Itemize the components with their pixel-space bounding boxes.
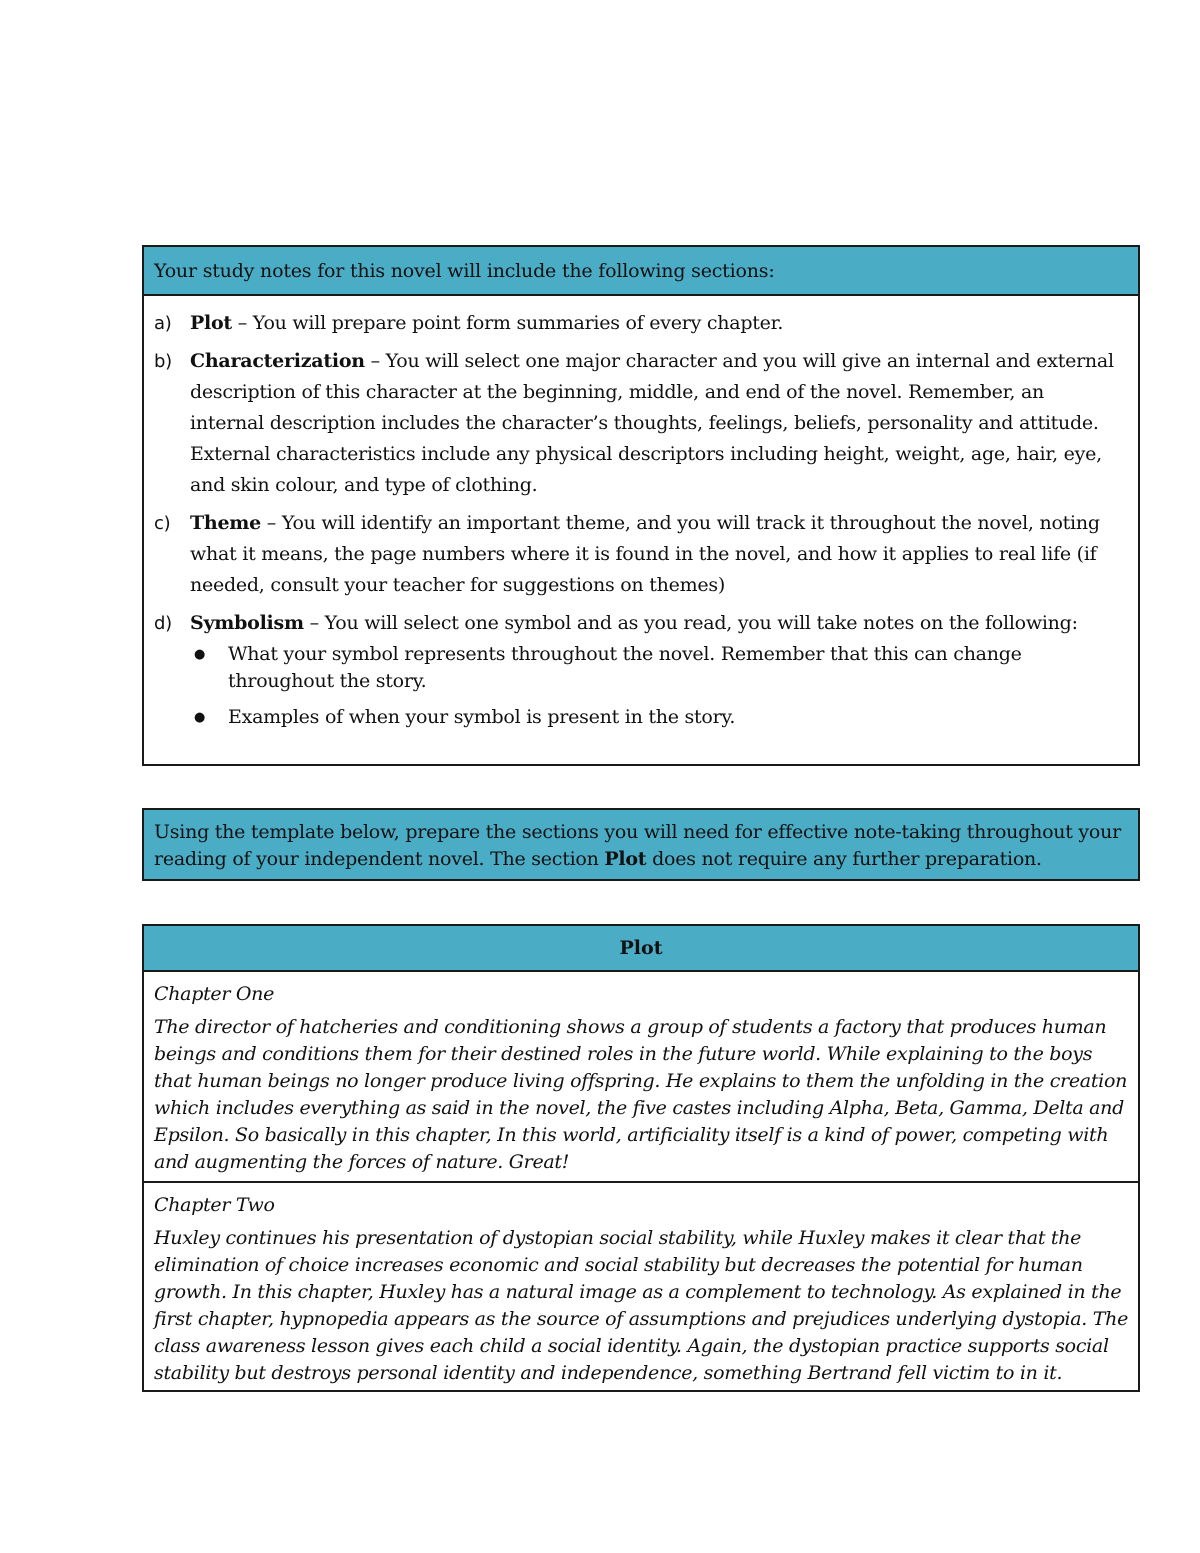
sections-header: Your study notes for this novel will include the following sections: [144,247,1138,296]
chapter-title: Chapter Two [154,1194,275,1216]
item-label: d) [154,613,172,634]
bullet-dot-icon: ● [194,710,206,725]
item-text: – You will select one major character and you will give an internal and external description of this character at the beginning, middle, and end of the novel. Remember, an internal description includes the character’s thoughts, feelings, beliefs, personality and attitude. External characteristics include any physical descriptors including height, weight, age, hair, eye, and skin colour, and type of clothing. [190,350,1114,496]
bullet-item: ● What your symbol represents throughout the novel. Remember that this can change throughout the story. [190,641,1118,695]
chapter-two-cell [144,1183,1138,1391]
section-item-plot [154,308,1118,339]
item-label: b) [154,351,172,372]
chapter-summary: Huxley continues his presentation of dystopian social stability, while Huxley makes it clear that the elimination of choice increases economic and social stability but decreases the potential for human growth. In this chapter, Huxley has a natural image as a complement to technology. As explained in the first chapter, hypnopedia appears as the source of assumptions and prejudices underlying dystopia. The class awareness lesson gives each child a social identity. Again, the dystopian practice supports social stability but destroys personal identity and independence, something Bertrand fell victim to in it. [154,1227,1129,1384]
item-label: a) [154,313,172,334]
item-text: – You will select one symbol and as you read, you will take notes on the following: [303,612,1078,634]
item-term: Theme [190,512,261,534]
item-text: – You will identify an important theme, and you will track it throughout the novel, noting what it means, the page numbers where it is found in the novel, and how it applies to real life (if needed, consult your teacher for suggestions on themes) [190,512,1100,596]
item-text: – You will prepare point form summaries of every chapter. [231,312,784,334]
item-term: Characterization [190,350,365,372]
bullet-dot-icon: ● [194,647,206,662]
symbolism-bullets [190,641,1118,731]
chapter-summary: The director of hatcheries and conditioning shows a group of students a factory that produces human beings and conditions them for their destined roles in the future world. While explaining to the boys that human beings no longer produce living offspring. He explains to them the unfolding in the creation which includes everything as said in the novel, the five castes including Alpha, Beta, Gamma, Delta and Epsilon. So basically in this chapter, In this world, artificiality itself is a kind of power, competing with and augmenting the forces of nature. Great! [154,1016,1128,1173]
bullet-item: ● Examples of when your symbol is present in the story. [190,704,1118,731]
plot-table [142,924,1140,1392]
study-notes-sections-box [142,245,1140,766]
item-label: c) [154,513,171,534]
section-item-characterization [154,346,1118,501]
instructions-box [142,808,1140,881]
item-term: Symbolism [190,612,304,634]
instructions-text: Using the template below, prepare the sections you will need for effective note-taking throughout your reading of your independent novel. The section Plot does not require any further preparation. [154,821,1121,870]
section-item-symbolism [154,608,1118,639]
sections-list [144,296,1138,731]
chapter-title: Chapter One [154,983,275,1005]
plot-table-title: Plot [144,926,1138,972]
item-term: Plot [190,312,232,334]
section-item-theme [154,508,1118,601]
chapter-one-cell [144,972,1138,1183]
